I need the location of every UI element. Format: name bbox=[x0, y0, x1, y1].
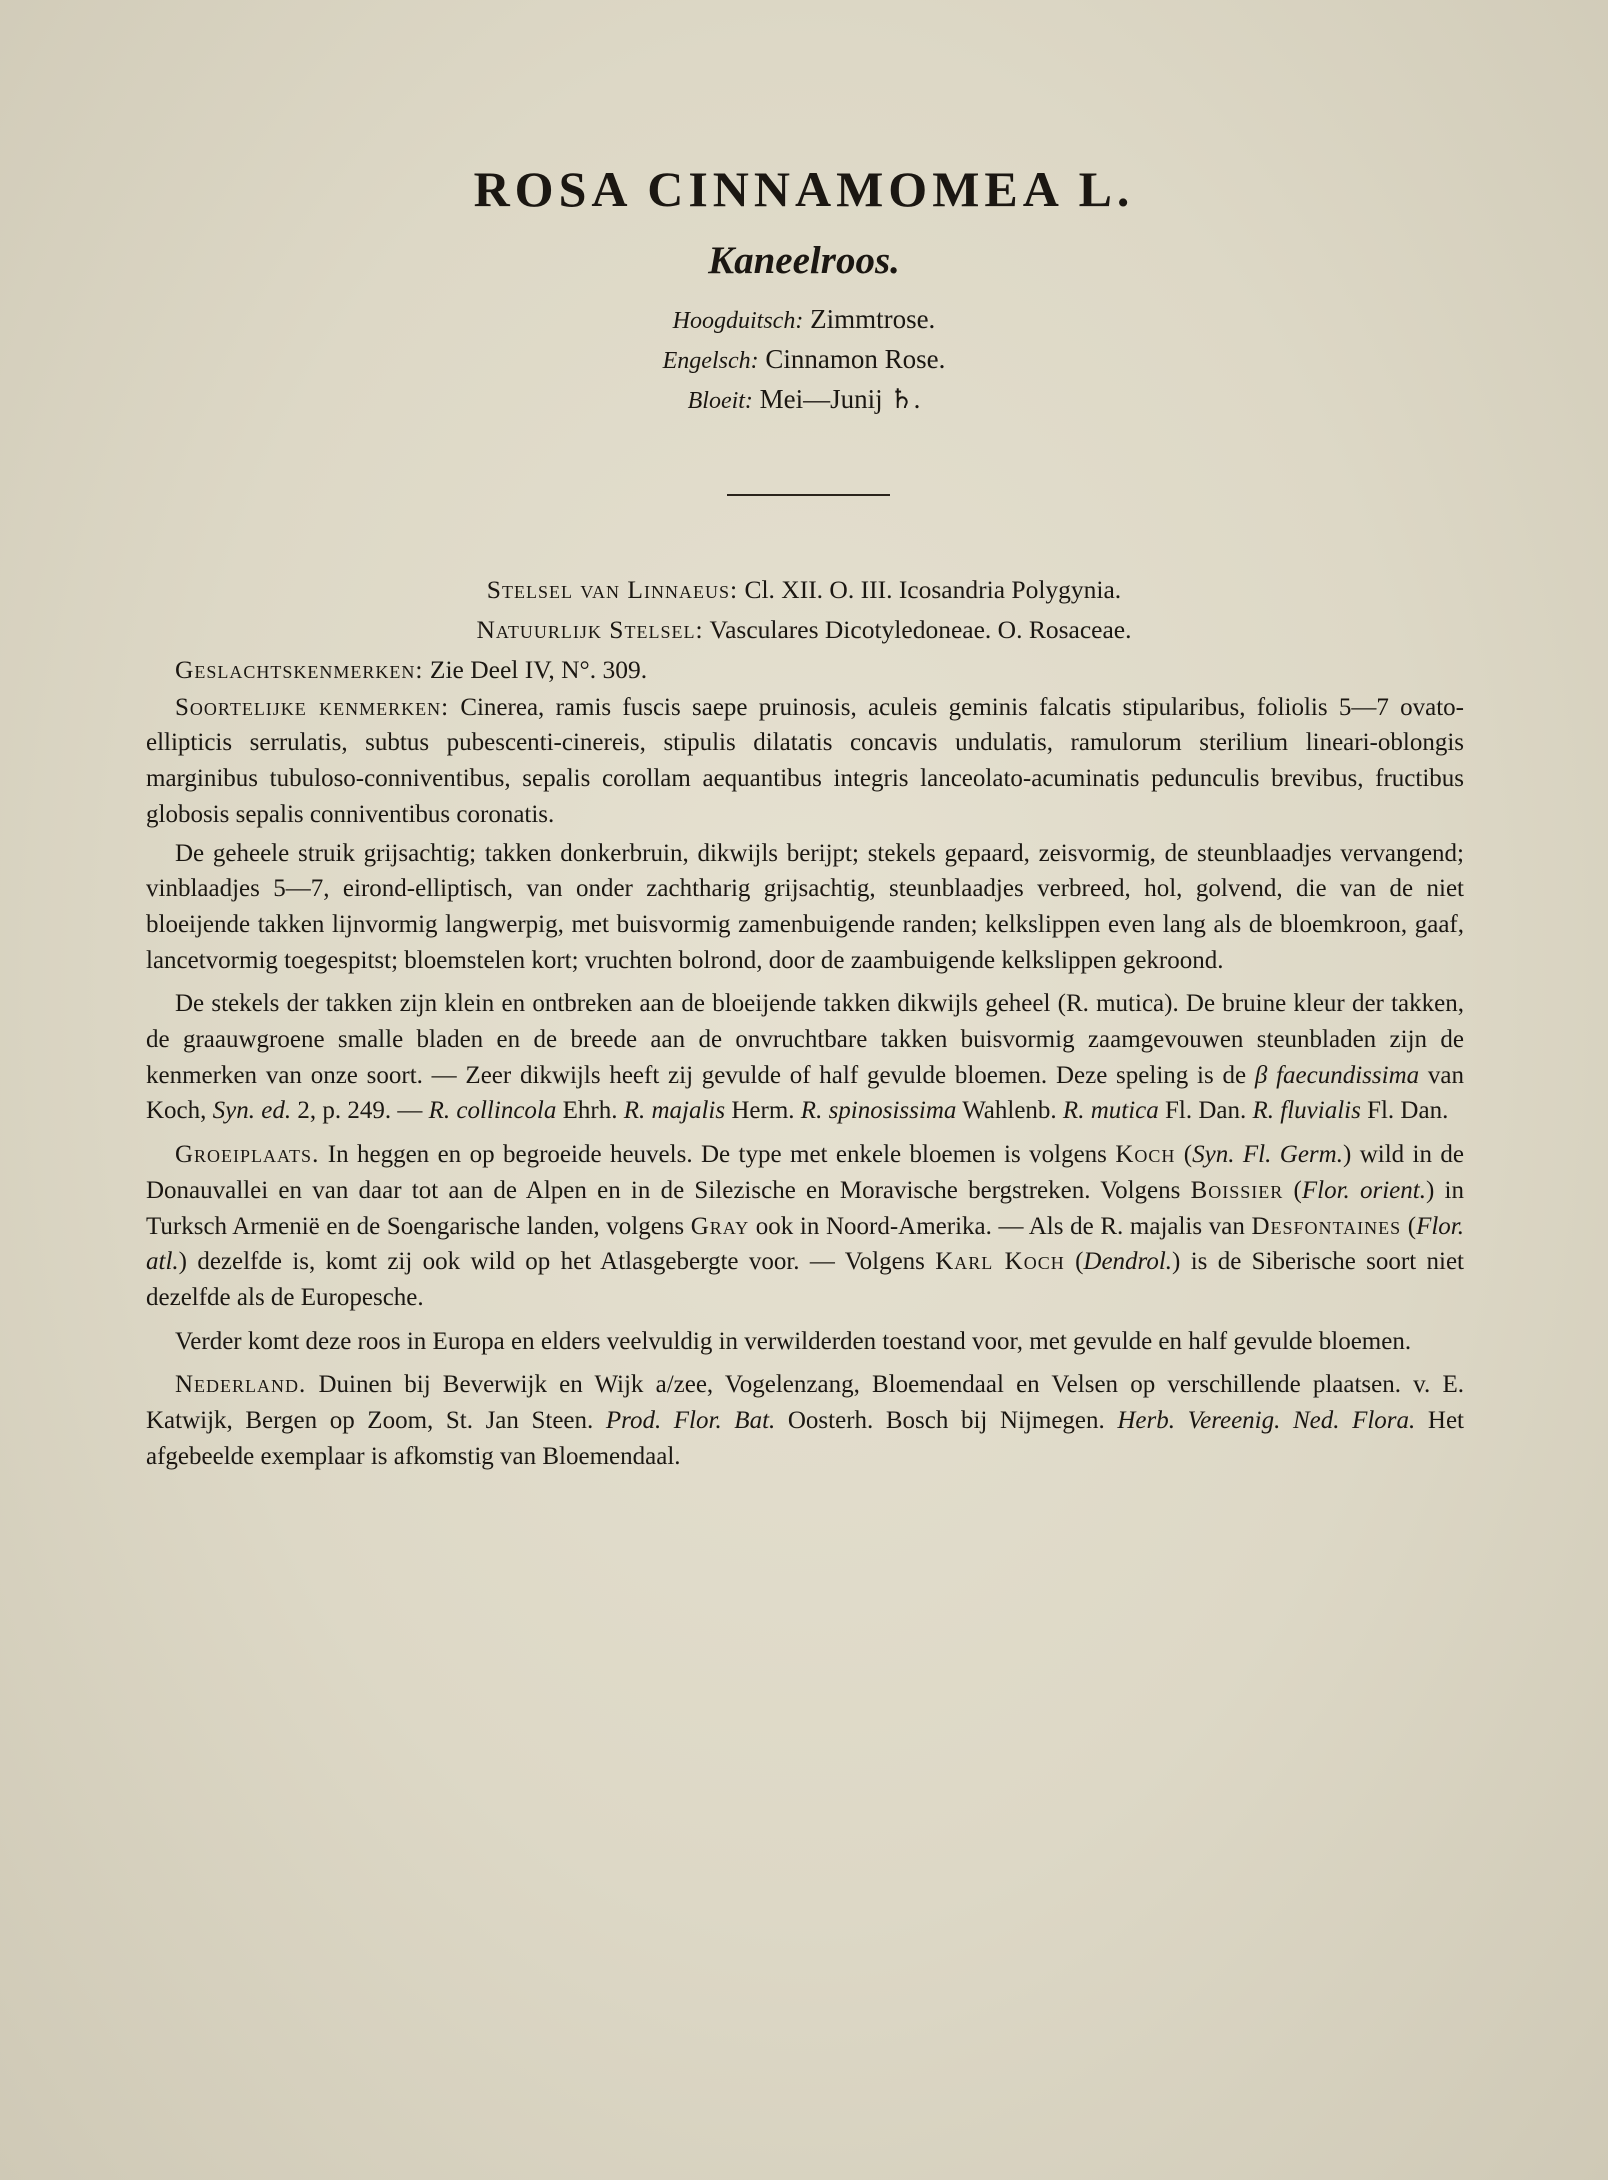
distribution-paragraph: Verder komt deze roos in Europa en elders veelvuldig in verwilderden toestand voor, met gevulde en half gevulde bloemen. bbox=[175, 1327, 1412, 1355]
text-run: Oosterh. Bosch bij Nijmegen. bbox=[775, 1407, 1118, 1435]
divider bbox=[727, 494, 890, 496]
text-run: ( bbox=[1064, 1248, 1084, 1276]
text-run-italic: Flor. atl. bbox=[146, 1212, 1464, 1276]
text-run: Fl. Dan. bbox=[1158, 1097, 1253, 1125]
remarks-paragraph bbox=[146, 986, 1464, 1129]
system-label: Stelsel van Linnaeus: bbox=[486, 575, 739, 604]
natural-system bbox=[0, 614, 1608, 646]
text-run: Fl. Dan. bbox=[1360, 1097, 1449, 1125]
text-run: ) in Turksch Armenië en de Soengarische landen, volgens bbox=[146, 1176, 1464, 1240]
text-run-italic: Syn. Fl. Germ. bbox=[1192, 1141, 1343, 1169]
text-run: Ehrh. bbox=[556, 1097, 624, 1125]
text-run: ) dezelfde is, komt zij ook wild op het Atlasgebergte voor. — Volgens bbox=[178, 1248, 936, 1276]
text-run: ( bbox=[1175, 1141, 1193, 1169]
system-value: Vasculares Dicotyledoneae. O. Rosaceae. bbox=[709, 615, 1132, 644]
genus-characteristics bbox=[146, 652, 1464, 688]
text-run: In heggen en op begroeide heuvels. De type met enkele bloemen is volgens bbox=[319, 1141, 1116, 1169]
text-run: Duinen bij Beverwijk en Wijk a/zee, Vogelenzang, Bloemendaal en Velsen op verschillende plaatsen. v. E. Katwijk, Bergen op Zoom, St. Jan Steen. bbox=[146, 1371, 1464, 1435]
text-run: 2, p. 249. — bbox=[291, 1097, 429, 1125]
text-run-italic: R. collincola bbox=[428, 1097, 557, 1125]
name-english bbox=[0, 340, 1608, 380]
text-run: ( bbox=[1283, 1176, 1302, 1204]
species-description: De geheele struik grijsachtig; takken donkerbruin, dikwijls berijpt; stekels gepaard, zeisvormig, de steunblaadjes vervangend; vinblaadjes 5—7, eirond-elliptisch, van onder zachtharig grijsachtig, steunblaadjes verbreed, hol, golvend, die van de niet bloeijende takken lijnvormig langwerpig, met buisvormig zamenbuigende randen; kelkslippen even lang als de bloemkroon, gaaf, lancetvormig toegespitst; bloemstelen kort; vruchten bolrond, door de zaambuigende kelkslippen gekroond. bbox=[146, 839, 1464, 974]
name-value: Mei—Junij ♄. bbox=[759, 384, 921, 414]
system-value: Cl. XII. O. III. Icosandria Polygynia. bbox=[744, 575, 1122, 604]
habitat-label: Groeiplaats. bbox=[175, 1141, 320, 1169]
species-characteristics bbox=[146, 690, 1464, 833]
author-name: Karl Koch bbox=[935, 1248, 1065, 1276]
name-label: Engelsch: bbox=[662, 348, 759, 374]
text-run: Wahlenb. bbox=[956, 1097, 1063, 1125]
page-subtitle: Kaneelroos. bbox=[708, 239, 900, 282]
text-run-italic: R. majalis bbox=[623, 1097, 726, 1125]
text-run: Herm. bbox=[725, 1097, 801, 1125]
name-label: Hoogduitsch: bbox=[672, 308, 804, 334]
species-text: Cinerea, ramis fuscis saepe pruinosis, aculeis geminis falcatis stipularibus, foliolis 5—7 ovato-ellipticis serrulatis, subtus pubescenti-cinereis, stipulis dilatatis concavis undulatis, ramulorum sterilium lineari-oblongis marginibus tubuloso-conniventibus, sepalis corollam aequantibus integris lanceolato-acuminatis pedunculis brevibus, fructibus globosis sepalis conniventibus coronatis. bbox=[146, 693, 1465, 828]
habitat-paragraph bbox=[146, 1137, 1464, 1316]
name-label: Bloeit: bbox=[687, 388, 753, 414]
author-name: Gray bbox=[690, 1212, 750, 1240]
common-names bbox=[0, 300, 1608, 420]
text-run-italic: R. mutica bbox=[1062, 1097, 1159, 1125]
text-run: ) wild in de Donauvallei en van daar tot aan de Alpen en in de Silezische en Moravische bergstreken. Volgens bbox=[146, 1141, 1464, 1204]
text-run-italic: Dendrol. bbox=[1083, 1248, 1173, 1276]
text-run-italic: R. spinosissima bbox=[800, 1097, 957, 1125]
name-value: Cinnamon Rose. bbox=[765, 344, 946, 374]
genus-value: Zie Deel IV, N°. 309. bbox=[429, 655, 648, 684]
text-run-italic: R. fluvialis bbox=[1252, 1097, 1361, 1125]
text-run: De stekels der takken zijn klein en ontbreken aan de bloeijende takken dikwijls geheel (R. mutica). De bruine kleur der takken, de graauwgroene smalle bladen en de breede aan de onvruchtbare takken buisvormig zaamgevouwen steunbladen zijn de kenmerken van onze soort. — Zeer dikwijls heeft zij gevulde of half gevulde bloemen. Deze speling is de bbox=[146, 990, 1464, 1089]
text-run-italic: β faecundissima bbox=[1254, 1061, 1420, 1089]
text-run: van Koch, bbox=[146, 1061, 1464, 1125]
author-name: Boissier bbox=[1190, 1176, 1284, 1204]
text-run-italic: Flor. orient. bbox=[1301, 1176, 1426, 1204]
author-name: Koch bbox=[1115, 1141, 1176, 1169]
text-run-italic: Prod. Flor. Bat. bbox=[605, 1407, 776, 1435]
species-label: Soortelijke kenmerken: bbox=[175, 693, 450, 721]
genus-label: Geslachtskenmerken: bbox=[175, 655, 424, 684]
text-run: ( bbox=[1401, 1212, 1417, 1240]
author-name: Desfontaines bbox=[1251, 1212, 1402, 1240]
name-value: Zimmtrose. bbox=[810, 304, 936, 334]
linnaeus-system bbox=[0, 574, 1608, 606]
text-run: Het afgebeelde exemplaar is afkomstig van Bloemendaal. bbox=[146, 1407, 1464, 1470]
text-run: ook in Noord-Amerika. — Als de R. majalis van bbox=[749, 1212, 1252, 1240]
system-label: Natuurlijk Stelsel: bbox=[476, 615, 704, 644]
netherlands-paragraph bbox=[146, 1367, 1464, 1474]
flowering-time bbox=[0, 380, 1608, 420]
netherlands-label: Nederland. bbox=[175, 1371, 307, 1399]
text-run-italic: Herb. Vereenig. Ned. Flora. bbox=[1117, 1407, 1416, 1435]
article-body bbox=[146, 652, 1464, 1482]
name-german bbox=[0, 300, 1608, 340]
text-run-italic: Syn. ed. bbox=[212, 1097, 292, 1125]
page-title: ROSA CINNAMOMEA L. bbox=[473, 161, 1135, 217]
text-run: ) is de Siberische soort niet dezelfde als de Europesche. bbox=[146, 1248, 1464, 1311]
